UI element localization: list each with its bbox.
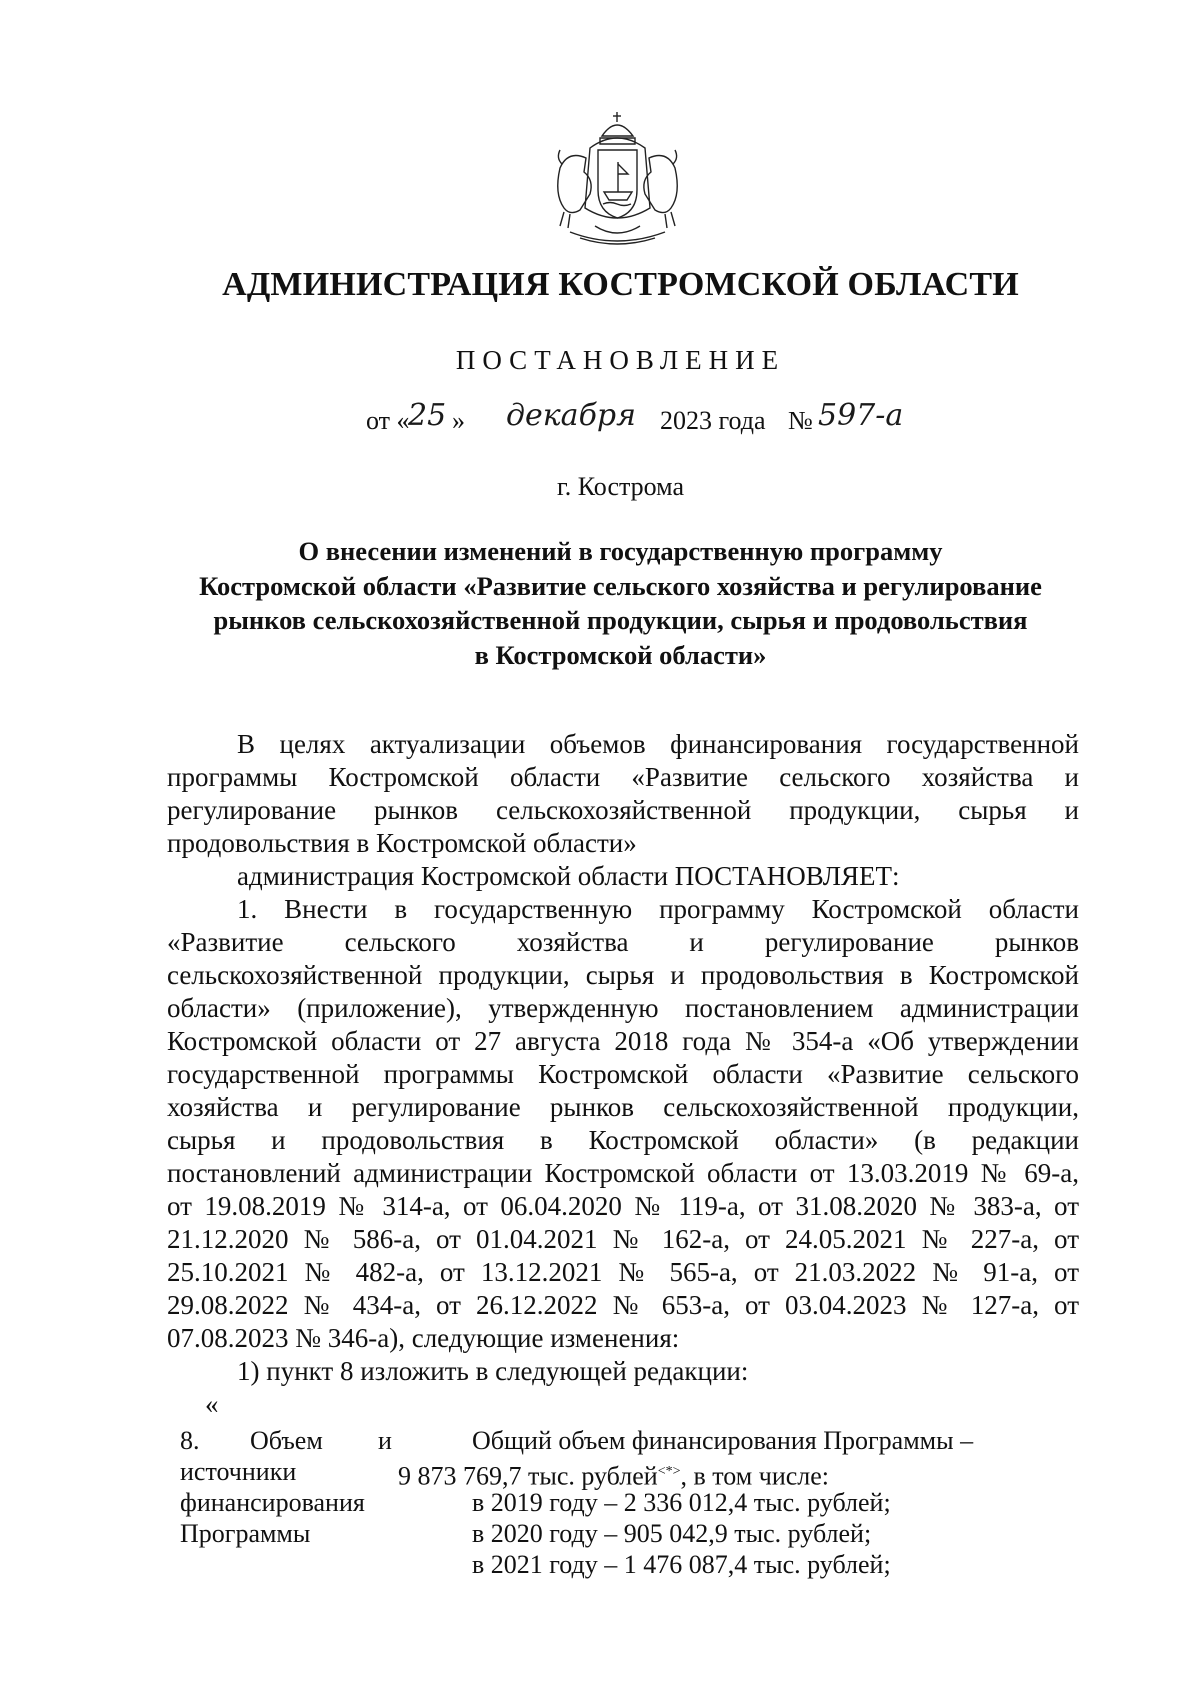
year-text: 2023 года <box>660 406 766 435</box>
authority-name: АДМИНИСТРАЦИЯ КОСТРОМСКОЙ ОБЛАСТИ <box>222 266 1019 303</box>
subject-title <box>150 534 1091 672</box>
item-word: финансирования <box>180 1488 365 1517</box>
number-handwritten: 597-а <box>818 398 904 433</box>
text-line: 1. Внести в государственную программу Костромской области <box>237 894 1079 924</box>
day-handwritten: 25 <box>408 398 447 433</box>
total-tail: , в том числе: <box>680 1461 830 1491</box>
paragraph-item-8 <box>167 1355 1079 1421</box>
day-close: » <box>452 406 465 435</box>
date-prefix: от « <box>366 406 410 435</box>
city: г. Кострома <box>557 472 684 501</box>
text-line: продовольствия в Костромской области» <box>167 828 637 858</box>
text-line: сырья и продовольствия в Костромской области» (в редакции <box>167 1125 1079 1155</box>
document-type: ПОСТАНОВЛЕНИЕ <box>455 345 786 375</box>
quote-open: « <box>205 1389 219 1419</box>
total-amount: 9 873 769,7 тыс. рублей <box>398 1461 658 1491</box>
text-line: программы Костромской области «Развитие сельского хозяйства и <box>167 762 1079 792</box>
financing-total-label: Общий объем финансирования Программы – <box>472 1426 974 1455</box>
text-line: сельскохозяйственной продукции, сырья и продовольствия в Костромской <box>167 960 1079 990</box>
text-line: 25.10.2021 № 482-а, от 13.12.2021 № 565-а, от 21.03.2022 № 91-а, от <box>167 1257 1079 1287</box>
subject-line: в Костромской области» <box>474 639 767 670</box>
item-word: Объем <box>250 1426 323 1455</box>
text-line: государственной программы Костромской области «Развитие сельского <box>167 1059 1079 1089</box>
text-line: администрация Костромской области ПОСТАНОВЛЯЕТ: <box>237 861 900 891</box>
text-line: 1) пункт 8 изложить в следующей редакции: <box>237 1356 749 1386</box>
number-prefix: № <box>788 406 813 435</box>
paragraph-purpose <box>167 728 1079 860</box>
coat-of-arms-icon <box>540 108 695 256</box>
text-line: В целях актуализации объемов финансирования государственной <box>237 729 1079 759</box>
text-line: 21.12.2020 № 586-а, от 01.04.2021 № 162-а, от 24.05.2021 № 227-а, от <box>167 1224 1079 1254</box>
year-amount: в 2019 году – 2 336 012,4 тыс. рублей; <box>472 1488 891 1517</box>
text-line: области» (приложение), утвержденную постановлением администрации <box>167 993 1079 1023</box>
year-amount: в 2021 году – 1 476 087,4 тыс. рублей; <box>472 1550 891 1579</box>
text-line: хозяйства и регулирование рынков сельскохозяйственной продукции, <box>167 1092 1079 1122</box>
table-left-row <box>180 1425 410 1456</box>
subject-line: Костромской области «Развитие сельского хозяйства и регулирование <box>199 570 1042 601</box>
paragraph-amendment <box>167 893 1079 1355</box>
text-line: регулирование рынков сельскохозяйственной продукции, сырья и <box>167 795 1079 825</box>
text-line: Костромской области от 27 августа 2018 года № 354-а «Об утверждении <box>167 1026 1079 1056</box>
footnote-mark: <*> <box>657 1464 681 1479</box>
item-number: 8. <box>180 1426 200 1455</box>
item-word: и <box>378 1426 392 1455</box>
text-line: постановлений администрации Костромской области от 13.03.2019 № 69-а, <box>167 1158 1079 1188</box>
year-amount: в 2020 году – 905 042,9 тыс. рублей; <box>472 1519 872 1548</box>
text-line: от 19.08.2019 № 314-а, от 06.04.2020 № 119-а, от 31.08.2020 № 383-а, от <box>167 1191 1079 1221</box>
item-word: Программы <box>180 1519 311 1548</box>
text-line: «Развитие сельского хозяйства и регулирование рынков <box>167 927 1079 957</box>
subject-line: рынков сельскохозяйственной продукции, сырья и продовольствия <box>213 605 1028 635</box>
subject-line: О внесении изменений в государственную программу <box>298 536 943 566</box>
month-handwritten: декабря <box>506 398 636 433</box>
item-word: источники <box>180 1457 297 1486</box>
paragraph-resolves <box>167 860 1079 893</box>
text-line: 07.08.2023 № 346-а), следующие изменения: <box>167 1323 680 1353</box>
text-line: 29.08.2022 № 434-а, от 26.12.2022 № 653-а, от 03.04.2023 № 127-а, от <box>167 1290 1079 1320</box>
